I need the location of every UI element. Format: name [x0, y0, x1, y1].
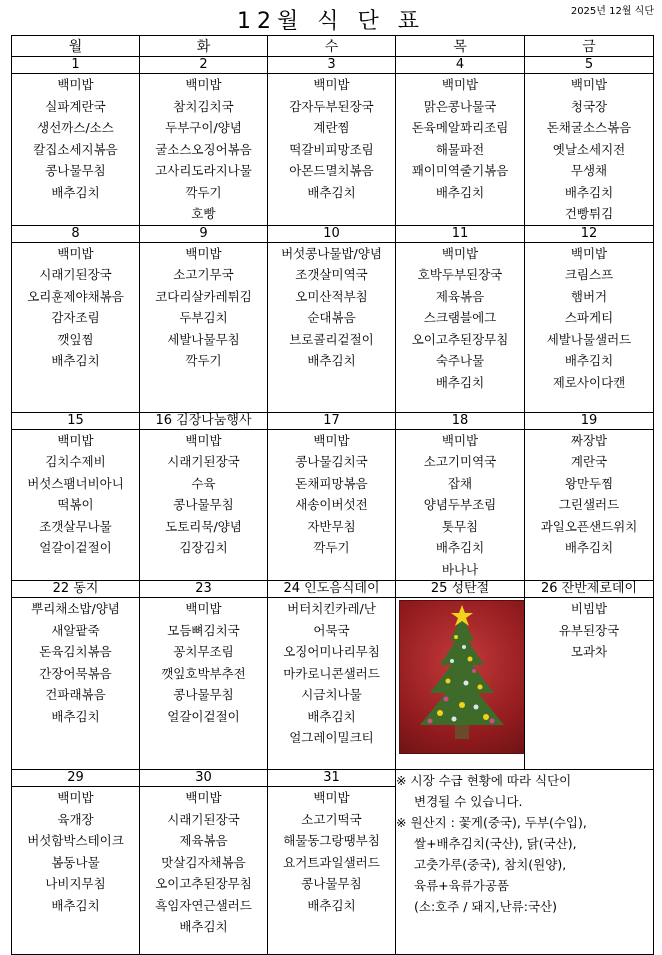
day-menu-cell [268, 429, 396, 581]
menu-item: 배추김치 [435, 540, 485, 555]
menu-item: 버섯함박스테이크 [27, 833, 124, 848]
menu-item: 과일오픈샌드위치 [540, 518, 638, 534]
menu-item: 콩나물무침 [173, 497, 234, 512]
day-menu-cell [396, 242, 525, 412]
menu-item: 백미밥 [57, 432, 94, 448]
menu-item: 오미산적부침 [295, 288, 368, 304]
day-menu-cell [12, 74, 140, 226]
note-line: (소:호주 / 돼지,난류:국산) [414, 899, 557, 914]
date-label: 10 [268, 225, 396, 242]
menu-item: 배추김치 [435, 184, 485, 200]
menu-item: 돈채굴소스볶음 [546, 120, 632, 135]
date-label: 4 [396, 57, 525, 74]
menu-item: 순대볶음 [307, 310, 356, 325]
menu-item: 배추김치 [435, 374, 485, 390]
menu-item: 깍두기 [185, 184, 222, 200]
menu-item: 소고기미역국 [423, 454, 497, 469]
menu-item: 호빵 [191, 206, 216, 221]
menu-item: 시래기된장국 [167, 454, 240, 469]
menu-row [12, 429, 654, 581]
day-menu-cell [396, 429, 525, 581]
menu-item: 제로사이다캔 [552, 374, 626, 390]
date-label: 17 [268, 412, 396, 429]
menu-item: 청국장 [570, 98, 608, 114]
note-line: ※ 원산지 : 꽃게(중국), 두부(수입), [396, 815, 587, 830]
menu-item: 자반무침 [307, 518, 356, 534]
day-menu-cell [12, 787, 140, 955]
date-label: 9 [140, 225, 268, 242]
day-menu-cell [268, 242, 396, 412]
menu-item: 스크램블에그 [423, 310, 497, 325]
note-line: 고춧가루(중국), 참치(원양), [414, 857, 567, 872]
menu-item: 왕만두찜 [564, 475, 614, 491]
menu-item: 백미밥 [313, 432, 350, 448]
menu-item: 햄버거 [570, 288, 608, 304]
date-row [12, 225, 654, 242]
day-menu-cell [12, 598, 140, 770]
menu-item: 맛살김자채볶음 [161, 854, 246, 870]
menu-item: 소고기무국 [173, 267, 234, 282]
menu-item: 해물파전 [435, 141, 485, 157]
menu-item: 해물동그랑땡부침 [283, 833, 380, 848]
day-menu-cell [12, 429, 140, 581]
day-menu-cell [140, 242, 268, 412]
menu-item: 두부구이/양념 [165, 120, 242, 135]
menu-date: 2025년 12월 식단 [570, 6, 654, 17]
menu-item: 백미밥 [441, 77, 479, 92]
menu-item: 호박두부된장국 [417, 267, 503, 282]
day-menu-cell [268, 787, 396, 955]
day-menu-cell [140, 429, 268, 581]
date-label: 19 [525, 412, 654, 429]
menu-item: 깻잎찜 [57, 331, 94, 347]
menu-item: 계란찜 [313, 120, 350, 135]
menu-item: 육개장 [57, 811, 94, 827]
menu-body [12, 57, 654, 955]
note-line: 변경될 수 있습니다. [414, 794, 523, 809]
menu-item: 양념두부조림 [423, 497, 497, 512]
menu-item: 백미밥 [313, 77, 350, 92]
date-label: 31 [268, 770, 396, 787]
menu-item: 모듬뼈김치국 [167, 622, 240, 638]
menu-item: 세발나물무침 [167, 331, 240, 347]
menu-item: 배추김치 [307, 708, 356, 724]
menu-item: 백미밥 [185, 790, 222, 805]
menu-item: 배추김치 [564, 540, 614, 555]
menu-item: 버섯콩나물밥/양념 [281, 245, 382, 261]
menu-item: 두부김치 [179, 310, 228, 325]
day-menu-cell [525, 598, 654, 770]
weekday-thu: 목 [396, 36, 525, 57]
menu-item: 꽁치무조림 [173, 644, 234, 659]
menu-item: 얼갈이겉절이 [39, 540, 112, 555]
date-row [12, 581, 654, 598]
date-label: 25 성탄절 [396, 581, 525, 598]
menu-row [12, 598, 654, 770]
menu-item: 배추김치 [179, 919, 228, 934]
menu-item: 비빔밥 [570, 601, 608, 616]
weekday-row [12, 36, 654, 57]
date-label: 18 [396, 412, 525, 429]
date-label: 23 [140, 581, 268, 598]
menu-item: 김치수제비 [45, 454, 106, 469]
menu-item: 도토리묵/양념 [165, 518, 242, 534]
menu-item: 옛날소세지전 [552, 141, 626, 157]
menu-item: 백미밥 [441, 245, 479, 261]
menu-item: 콩나물무침 [301, 876, 362, 891]
menu-item: 맑은콩나물국 [423, 98, 497, 114]
menu-item: 뿌리채소밥/양념 [31, 601, 120, 616]
menu-item: 코다리살카레튀김 [155, 288, 252, 304]
menu-item: 깍두기 [313, 540, 350, 555]
menu-item: 소고기떡국 [301, 811, 362, 827]
weekday-tue: 화 [140, 36, 268, 57]
date-label: 5 [525, 57, 654, 74]
date-label: 1 [12, 57, 140, 74]
menu-item: 새송이버섯전 [295, 497, 368, 512]
weekday-wed: 수 [268, 36, 396, 57]
menu-item: 백미밥 [185, 432, 222, 448]
menu-item: 백미밥 [570, 77, 608, 92]
menu-item: 콩나물무침 [173, 687, 234, 702]
menu-item: 그린샐러드 [558, 497, 620, 512]
menu-item: 어묵국 [313, 622, 350, 638]
menu-item: 백미밥 [441, 432, 479, 448]
day-menu-cell [268, 74, 396, 226]
date-row [12, 412, 654, 429]
day-menu-cell [12, 242, 140, 412]
menu-item: 배추김치 [51, 353, 100, 368]
note-line: ※ 시장 수급 현황에 따라 식단이 [396, 773, 572, 788]
menu-item: 잡채 [447, 475, 473, 491]
date-label: 30 [140, 770, 268, 787]
date-label: 2 [140, 57, 268, 74]
menu-item: 깻잎호박부추전 [161, 665, 246, 681]
menu-item: 배추김치 [51, 184, 100, 200]
date-label: 26 잔반제로데이 [525, 581, 654, 598]
menu-item: 크림스프 [564, 267, 614, 282]
menu-item: 백미밥 [185, 601, 222, 616]
menu-item: 브로콜리겉절이 [289, 331, 374, 347]
menu-item: 건빵튀김 [564, 206, 614, 221]
menu-item: 콩나물무침 [45, 163, 106, 178]
date-label: 3 [268, 57, 396, 74]
menu-item: 조갯살미역국 [295, 267, 368, 282]
day-menu-cell [268, 598, 396, 770]
day-menu-cell [525, 429, 654, 581]
menu-item: 백미밥 [57, 245, 94, 261]
note-line: 쌀+배추김치(국산), 닭(국산), [414, 836, 577, 851]
menu-item: 백미밥 [185, 77, 222, 92]
date-label: 8 [12, 225, 140, 242]
menu-item: 떡볶이 [57, 497, 94, 512]
menu-row [12, 74, 654, 226]
menu-item: 배추김치 [307, 353, 356, 368]
date-row [12, 770, 654, 787]
menu-item: 백미밥 [185, 245, 222, 261]
page-title: 12월 식 단 표 [237, 9, 425, 34]
menu-item: 얼갈이겉절이 [167, 708, 240, 724]
menu-item: 감자두부된장국 [289, 98, 374, 114]
date-label: 24 인도음식데이 [268, 581, 396, 598]
menu-item: 버터치킨카레/난 [287, 601, 376, 616]
menu-item: 백미밥 [313, 790, 350, 805]
menu-item: 백미밥 [57, 77, 94, 92]
menu-item: 콩나물김치국 [295, 454, 368, 469]
day-menu-cell [525, 242, 654, 412]
menu-item: 제육볶음 [179, 833, 228, 848]
menu-item: 참치김치국 [173, 98, 234, 114]
menu-item: 김장김치 [179, 540, 228, 555]
christmas-tree-icon [400, 601, 524, 753]
menu-item: 고사리도라지나물 [155, 163, 252, 178]
menu-item: 돈육메알꽈리조림 [411, 120, 509, 135]
menu-item: 건파래볶음 [45, 687, 106, 702]
menu-item: 제육볶음 [435, 288, 485, 304]
menu-item: 모과차 [570, 644, 608, 659]
menu-item: 요거트과일샐러드 [283, 854, 380, 870]
christmas-image-cell [396, 598, 525, 770]
menu-row [12, 242, 654, 412]
menu-item: 시래기된장국 [167, 811, 240, 827]
menu-item: 세발나물샐러드 [546, 331, 632, 347]
christmas-tree-image [399, 600, 525, 754]
date-label: 16 김장나눔행사 [140, 412, 268, 429]
menu-item: 배추김치 [307, 897, 356, 913]
menu-item: 배추김치 [564, 353, 614, 368]
menu-item: 유부된장국 [558, 622, 620, 638]
menu-item: 생선까스/소스 [37, 120, 114, 135]
menu-item: 배추김치 [51, 708, 100, 724]
menu-item: 배추김치 [564, 184, 614, 200]
weekday-mon: 월 [12, 36, 140, 57]
note-line: 육류+육류가공품 [414, 878, 509, 893]
date-label: 29 [12, 770, 140, 787]
menu-item: 시금치나물 [301, 687, 362, 702]
menu-item: 무생채 [570, 163, 608, 178]
menu-table [11, 35, 654, 955]
menu-item: 돈채피망볶음 [295, 475, 368, 491]
menu-item: 백미밥 [57, 790, 94, 805]
menu-item: 굴소스오징어볶음 [155, 141, 252, 157]
menu-item: 마카로니콘샐러드 [283, 665, 380, 681]
menu-item: 깍두기 [185, 353, 222, 368]
menu-item: 아몬드멸치볶음 [289, 163, 374, 178]
menu-item: 스파게티 [564, 310, 614, 325]
menu-item: 배추김치 [307, 184, 356, 200]
menu-item: 오이고추된장무침 [155, 876, 252, 891]
weekday-fri: 금 [525, 36, 654, 57]
menu-item: 실파계란국 [45, 98, 106, 114]
menu-item: 새알팥죽 [51, 622, 100, 638]
day-menu-cell [140, 598, 268, 770]
menu-item: 수육 [191, 475, 216, 491]
menu-item: 숙주나물 [435, 353, 485, 368]
menu-item: 계란국 [570, 454, 608, 469]
menu-item: 봄동나물 [51, 854, 100, 870]
menu-item: 간장어묵볶음 [39, 665, 112, 681]
date-label: 15 [12, 412, 140, 429]
menu-item: 백미밥 [570, 245, 608, 261]
menu-item: 꽤이미역줄기볶음 [411, 163, 509, 178]
menu-item: 오이고추된장무침 [411, 331, 509, 347]
menu-item: 칼집소세지볶음 [33, 141, 118, 157]
menu-item: 얼그레이밀크티 [289, 730, 374, 745]
day-menu-cell [396, 74, 525, 226]
notes-box [396, 770, 654, 955]
menu-item: 배추김치 [51, 897, 100, 913]
menu-item: 흑임자연근샐러드 [155, 897, 252, 913]
menu-item: 톳무침 [441, 518, 479, 534]
menu-item: 오리훈제야채볶음 [27, 288, 124, 304]
menu-item: 조갯살무나물 [39, 518, 112, 534]
date-row [12, 57, 654, 74]
menu-item: 시래기된장국 [39, 267, 112, 282]
date-label: 11 [396, 225, 525, 242]
page-header [0, 0, 662, 34]
date-label: 22 동지 [12, 581, 140, 598]
menu-item: 버섯스팸너비아니 [27, 475, 124, 491]
menu-item: 감자조림 [51, 310, 100, 325]
date-label: 12 [525, 225, 654, 242]
menu-item: 오징어미나리무침 [283, 644, 380, 659]
day-menu-cell [140, 74, 268, 226]
menu-item: 떡갈비피망조림 [289, 141, 374, 157]
day-menu-cell [525, 74, 654, 226]
menu-item: 돈육김치볶음 [39, 644, 112, 659]
menu-item: 바나나 [441, 561, 479, 577]
day-menu-cell [140, 787, 268, 955]
menu-item: 나비지무침 [45, 876, 106, 891]
menu-item: 짜장밥 [570, 432, 608, 448]
